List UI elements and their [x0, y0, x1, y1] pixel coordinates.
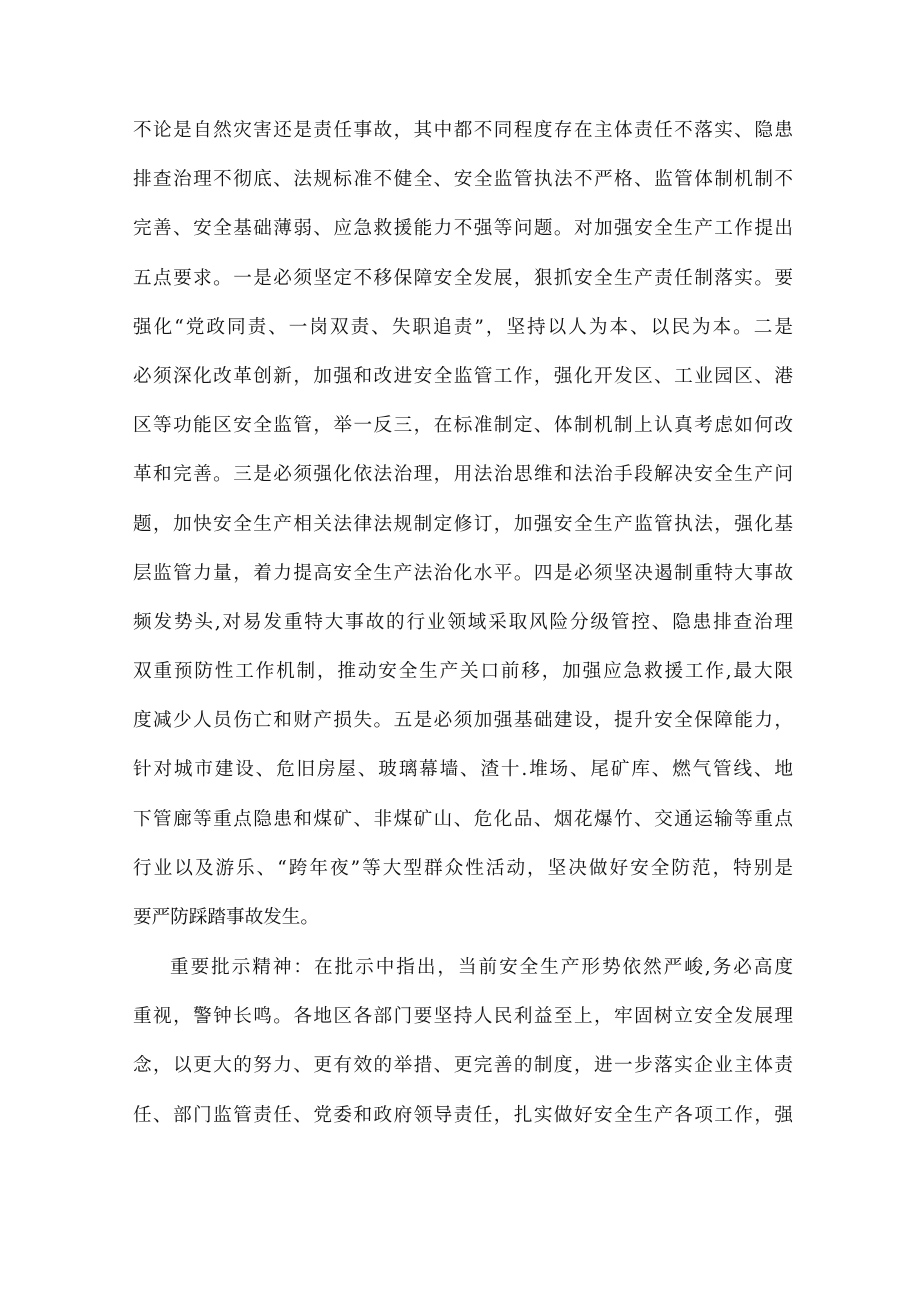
text-line-indented: 重要批示精神：在批示中指出，当前安全生产形势依然严峻,务必高度 — [170, 957, 793, 978]
text-line-last: 要严防踩踏事故发生。 — [133, 907, 319, 928]
text-line: 行业以及游乐、“跨年夜”等大型群众性活动，坚决做好安全防范，特别是 — [133, 857, 793, 879]
text-line: 必须深化改革创新，加强和改进安全监管工作，强化开发区、工业园区、港 — [133, 365, 793, 387]
text-line: 强化“党政同责、一岗双责、失职追责”，坚持以人为本、以民为本。二是 — [133, 316, 793, 338]
text-line: 针对城市建设、危旧房屋、玻璃幕墙、渣十.堆场、尾矿库、燃气管线、地 — [133, 759, 793, 781]
text-line: 层监管力量，着力提高安全生产法治化水平。四是必须坚决遏制重特大事故 — [133, 562, 793, 584]
text-line: 五点要求。一是必须坚定不移保障安全发展，狠抓安全生产责任制落实。要 — [133, 267, 793, 289]
paragraph-safety-requirements — [133, 106, 793, 942]
text-line: 题，加快安全生产相关法律法规制定修订，加强安全生产监管执法，强化基 — [133, 513, 793, 535]
text-line: 区等功能区安全监管，举一反三，在标准制定、体制机制上认真考虑如何改 — [133, 415, 793, 437]
text-line: 双重预防性工作机制，推动安全生产关口前移，加强应急救援工作,最大限 — [133, 661, 793, 683]
text-line: 下管廊等重点隐患和煤矿、非煤矿山、危化品、烟花爆竹、交通运输等重点 — [133, 808, 793, 830]
text-line: 重视，警钟长鸣。各地区各部门要坚持人民利益至上，牢固树立安全发展理 — [133, 1006, 793, 1028]
text-line: 排查治理不彻底、法规标准不健全、安全监管执法不严格、监管体制机制不 — [133, 169, 793, 191]
text-line: 革和完善。三是必须强化依法治理，用法治思维和法治手段解决安全生产问 — [133, 464, 793, 486]
paragraph-important-instructions — [133, 943, 793, 1140]
text-line: 不论是自然灾害还是责任事故，其中都不同程度存在主体责任不落实、隐患 — [133, 120, 793, 141]
text-line: 念，以更大的努力、更有效的举措、更完善的制度，进一步落实企业主体责 — [133, 1055, 793, 1077]
text-line: 频发势头,对易发重特大事故的行业领域采取风险分级管控、隐患排查治理 — [133, 611, 793, 633]
text-line: 度减少人员伤亡和财产损失。五是必须加强基础建设，提升安全保障能力， — [133, 710, 793, 732]
text-line: 任、部门监管责任、党委和政府领导责任，扎实做好安全生产各项工作，强 — [133, 1104, 793, 1126]
text-line: 完善、安全基础薄弱、应急救援能力不强等问题。对加强安全生产工作提出 — [133, 218, 793, 240]
